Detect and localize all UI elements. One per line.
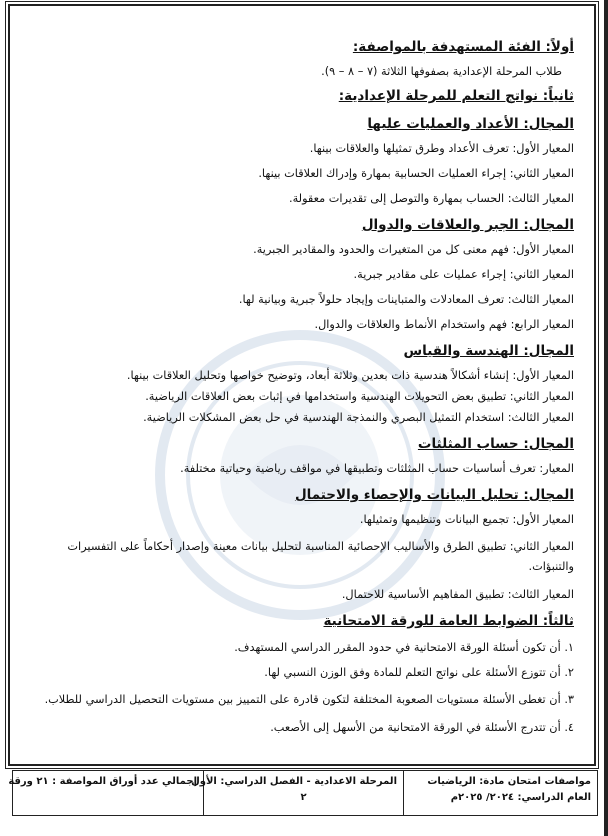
standard-item: المعيار الثالث: استخدام التمثيل البصري والنمذجة الهندسية في حل بعض المشكلات الرياضية. <box>143 411 574 424</box>
footer-total-pages: إجمالي عدد أوراق المواصفة : ٢١ ورقة <box>8 776 197 787</box>
standard-item: المعيار: تعرف أساسيات حساب المثلثات وتطبيقها في مواقف رياضية وحياتية مختلفة. <box>180 462 574 475</box>
rule-item: ٢. أن تتوزع الأسئلة على نواتج التعلم للمادة وفق الوزن النسبي لها. <box>264 666 574 679</box>
footer-spec-title: مواصفات امتحان مادة: الرياضيات <box>427 776 591 787</box>
standard-item: المعيار الثالث: تطبيق المفاهيم الأساسية للاحتمال. <box>341 588 574 601</box>
standard-item: المعيار الثاني: إجراء عمليات على مقادير جبرية. <box>353 268 574 281</box>
standard-item: المعيار الثالث: تعرف المعادلات والمتباينات وإيجاد حلولاً جبرية وبيانية لها. <box>238 293 574 306</box>
page-edge <box>604 0 608 836</box>
domain-statistics <box>22 486 574 602</box>
domain-algebra <box>22 216 574 332</box>
footer-spec-cell <box>403 771 597 815</box>
standard-item: المعيار الأول: إنشاء أشكالاً هندسية ذات بعدين وثلاثة أبعاد، وتوضيح خواصها وتحليل العلاقات بينها. <box>126 369 574 382</box>
rule-item: ١. أن تكون أسئلة الورقة الامتحانية في حدود المقرر الدراسي المستهدف. <box>234 641 574 654</box>
domain-title: المجال: الجبر والعلاقات والدوال <box>361 217 574 233</box>
rule-item: ٣. أن تغطى الأسئلة مستويات الصعوبة المختلفة لتكون قادرة على التمييز بين مستويات التحصيل الدراسي للطلاب. <box>44 693 574 706</box>
section-target-group-title: أولاً: الفئة المستهدفة بالمواصفة: <box>352 39 574 55</box>
standard-item: المعيار الثاني: تطبيق بعض التحويلات الهندسية واستخدامها في إثبات بعض العلاقات الرياضية. <box>145 390 574 403</box>
page-number: ٢ <box>300 792 307 803</box>
domain-trigonometry <box>22 435 574 476</box>
page-footer <box>8 770 598 816</box>
domain-title: المجال: حساب المثلثات <box>417 436 574 452</box>
document-body <box>22 38 574 745</box>
domain-numbers <box>22 115 574 206</box>
standard-item: المعيار الثاني: إجراء العمليات الحسابية بمهارة وإدراك العلاقات بينها. <box>258 167 574 180</box>
standard-item: المعيار الثالث: الحساب بمهارة والتوصل إلى تقديرات معقولة. <box>288 192 574 205</box>
standard-item: المعيار الأول: فهم معنى كل من المتغيرات والحدود والمقادير الجبرية. <box>253 243 574 256</box>
domain-title: المجال: تحليل البيانات والإحصاء والاحتمال <box>294 487 574 503</box>
section-target-group-text: طلاب المرحلة الإعدادية بصفوفها الثلاثة (٧ – ٨ – ٩). <box>321 65 562 78</box>
footer-year: العام الدراسي: ٢٠٢٤/ ٢٠٢٥م <box>450 792 591 803</box>
footer-stage-cell <box>191 771 403 815</box>
standard-item: المعيار الثاني: تطبيق الطرق والأساليب الإحصائية المناسبة لتحليل بيانات معينة وإصدار أحكاماً على التفسيرات والتنبؤات. <box>67 540 574 573</box>
standard-item: المعيار الأول: تعرف الأعداد وطرق تمثيلها والعلاقات بينها. <box>309 142 574 155</box>
standard-item: المعيار الأول: تجميع البيانات وتنظيمها وتمثيلها. <box>359 513 574 526</box>
rule-item: ٤. أن تتدرج الأسئلة في الورقة الامتحانية من الأسهل إلى الأصعب. <box>270 721 574 734</box>
domain-title: المجال: الأعداد والعمليات عليها <box>367 116 574 132</box>
standard-item: المعيار الرابع: فهم واستخدام الأنماط والعلاقات والدوال. <box>314 318 574 331</box>
footer-stage: المرحلة الاعدادية - الفصل الدراسي: الأول <box>191 776 397 787</box>
domain-geometry <box>22 342 574 425</box>
section-general-rules-title: ثالثاً: الضوابط العامة للورقة الامتحانية <box>323 613 574 629</box>
section-learning-outcomes-title: ثانياً: نواتج التعلم للمرحلة الإعدادية: <box>338 88 574 104</box>
domain-title: المجال: الهندسة والقياس <box>403 343 574 359</box>
footer-total-cell <box>8 771 203 815</box>
